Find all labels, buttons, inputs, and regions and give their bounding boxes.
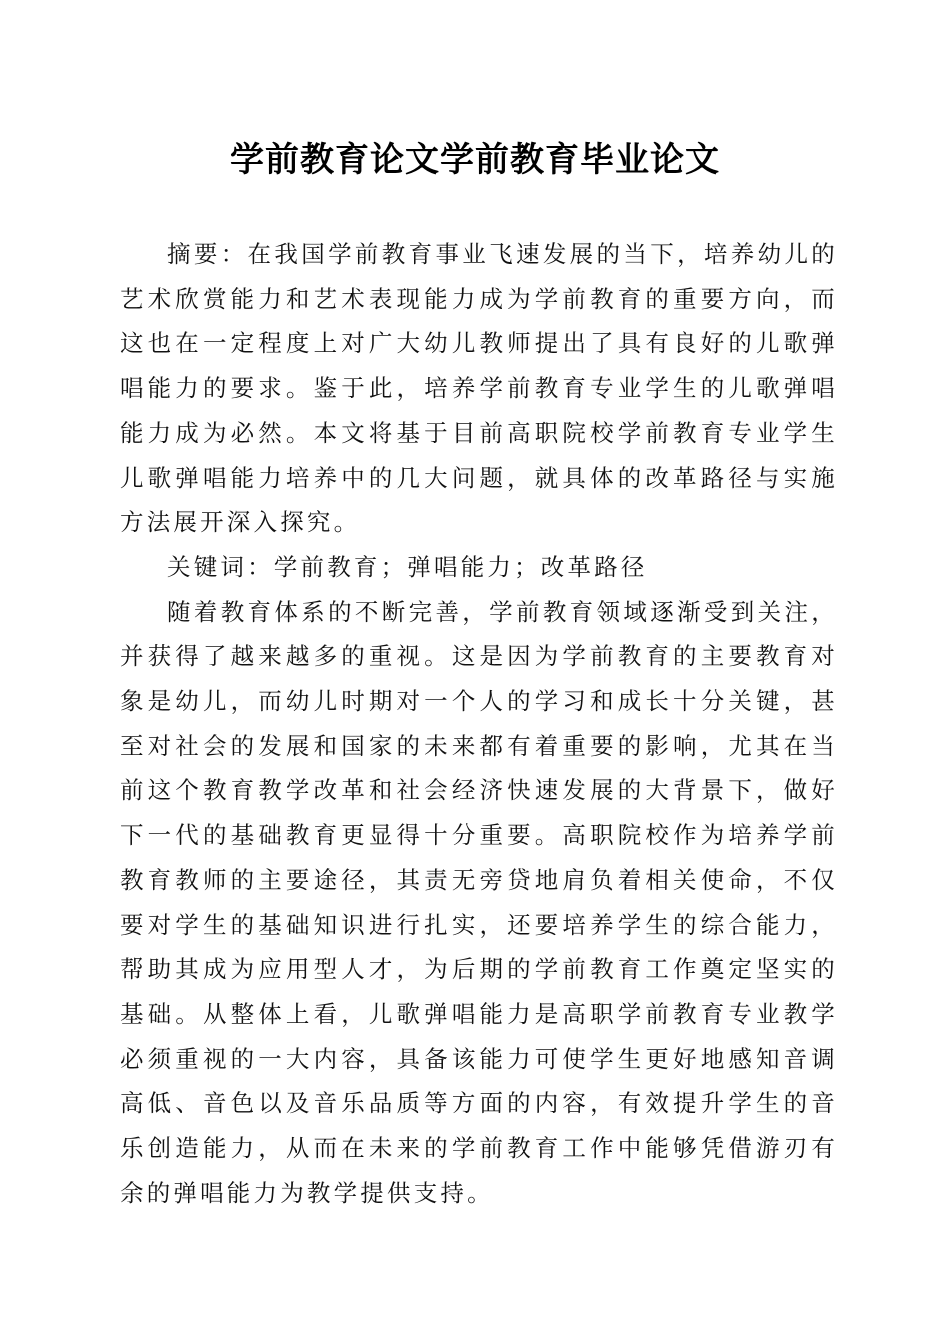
document-title: 学前教育论文学前教育毕业论文 [230,140,720,180]
keywords-line: 关键词：学前教育；弹唱能力；改革路径 [167,552,648,581]
abstract-paragraph: 摘要：在我国学前教育事业飞速发展的当下，培养幼儿的艺术欣赏能力和艺术表现能力成为学前教育的重要方向，而这也在一定程度上对广大幼儿教师提出了具有良好的儿歌弹唱能力的要求。鉴于此，培养学前教育专业学生的儿歌弹唱能力成为必然。本文将基于目前高职院校学前教育专业学生儿歌弹唱能力培养中的几大问题，就具体的改革路径与实施方法展开深入探究。 [120,240,838,537]
document-body [120,232,838,1215]
body-paragraph: 随着教育体系的不断完善，学前教育领域逐渐受到关注，并获得了越来越多的重视。这是因为学前教育的主要教育对象是幼儿，而幼儿时期对一个人的学习和成长十分关键，甚至对社会的发展和国家的未来都有着重要的影响，尤其在当前这个教育教学改革和社会经济快速发展的大背景下，做好下一代的基础教育更显得十分重要。高职院校作为培养学前教育教师的主要途径，其责无旁贷地肩负着相关使命，不仅要对学生的基础知识进行扎实，还要培养学生的综合能力，帮助其成为应用型人才，为后期的学前教育工作奠定坚实的基础。从整体上看，儿歌弹唱能力是高职学前教育专业教学必须重视的一大内容，具备该能力可使学生更好地感知音调高低、音色以及音乐品质等方面的内容，有效提升学生的音乐创造能力，从而在未来的学前教育工作中能够凭借游刃有余的弹唱能力为教学提供支持。 [120,597,838,1207]
